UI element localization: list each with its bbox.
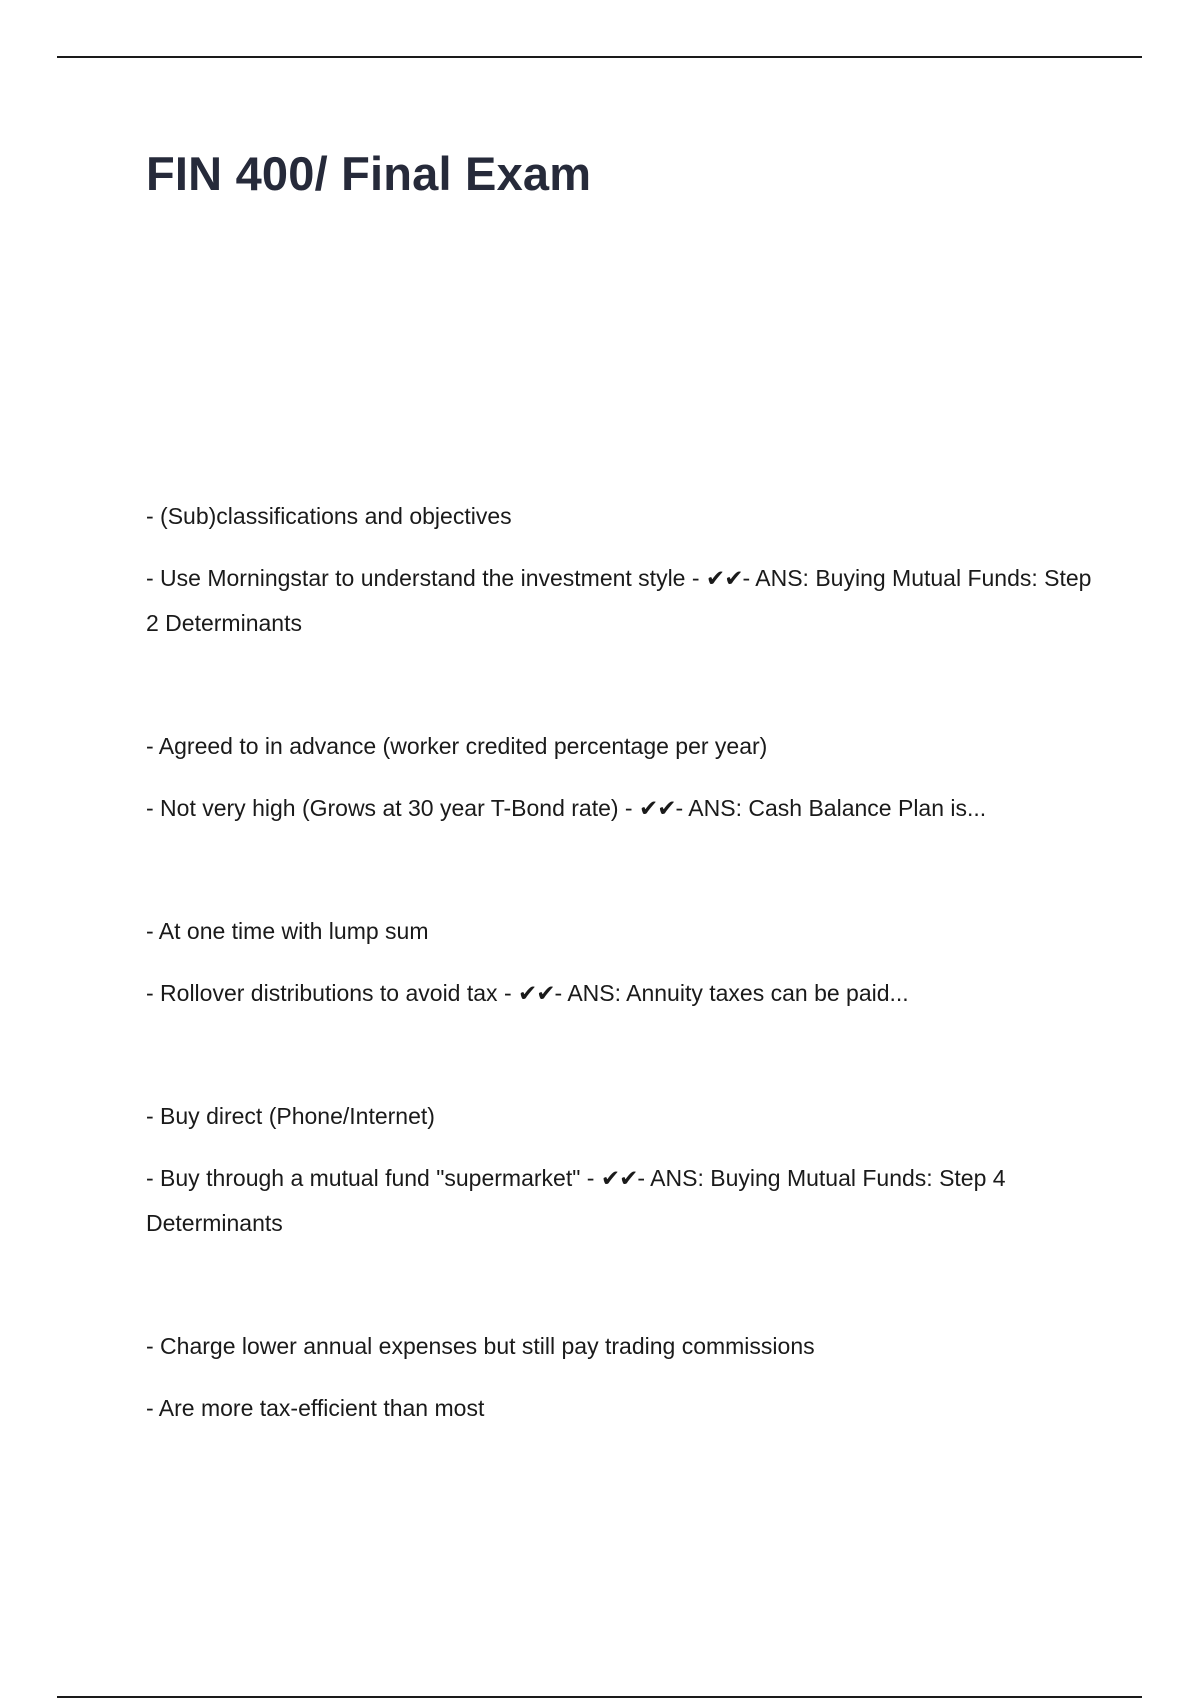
question-answer-line [146,971,1096,1016]
qa-block [146,494,1096,646]
answer-text: - ANS: Cash Balance Plan is... [675,795,987,821]
qa-block [146,909,1096,1016]
question-line-text: - Buy through a mutual fund "supermarket" - [146,1165,601,1191]
question-line: - At one time with lump sum [146,918,429,944]
question-line-text: - Rollover distributions to avoid tax - [146,980,518,1006]
question-line: - (Sub)classifications and objectives [146,503,512,529]
qa-block [146,1094,1096,1246]
answer-text: - ANS: Buying Mutual Funds: Step 4 Determinants [146,1165,1006,1236]
trailing-block [146,1324,1096,1431]
answer-text: - ANS: Buying Mutual Funds: Step 2 Determinants [146,565,1092,636]
document-body [146,494,1096,1431]
page-title: FIN 400/ Final Exam [146,147,592,200]
double-check-icon: ✔✔ [600,1165,638,1191]
double-check-icon: ✔✔ [518,980,555,1006]
answer-text: - ANS: Annuity taxes can be paid... [554,980,909,1006]
bottom-rule [57,1696,1142,1698]
question-line: - Are more tax-efficient than most [146,1395,485,1421]
question-line: - Charge lower annual expenses but still pay trading commissions [146,1333,815,1359]
double-check-icon: ✔✔ [638,795,676,821]
question-line: - Agreed to in advance (worker credited percentage per year) [146,733,768,759]
question-answer-line [146,556,1096,646]
question-line: - Buy direct (Phone/Internet) [146,1103,435,1129]
qa-block [146,724,1096,831]
double-check-icon: ✔✔ [705,565,743,591]
question-line-text: - Use Morningstar to understand the investment style - [146,565,706,591]
question-answer-line [146,786,1096,831]
question-answer-line [146,1156,1096,1246]
top-rule [57,56,1142,58]
question-line-text: - Not very high (Grows at 30 year T-Bond rate) - [146,795,639,821]
